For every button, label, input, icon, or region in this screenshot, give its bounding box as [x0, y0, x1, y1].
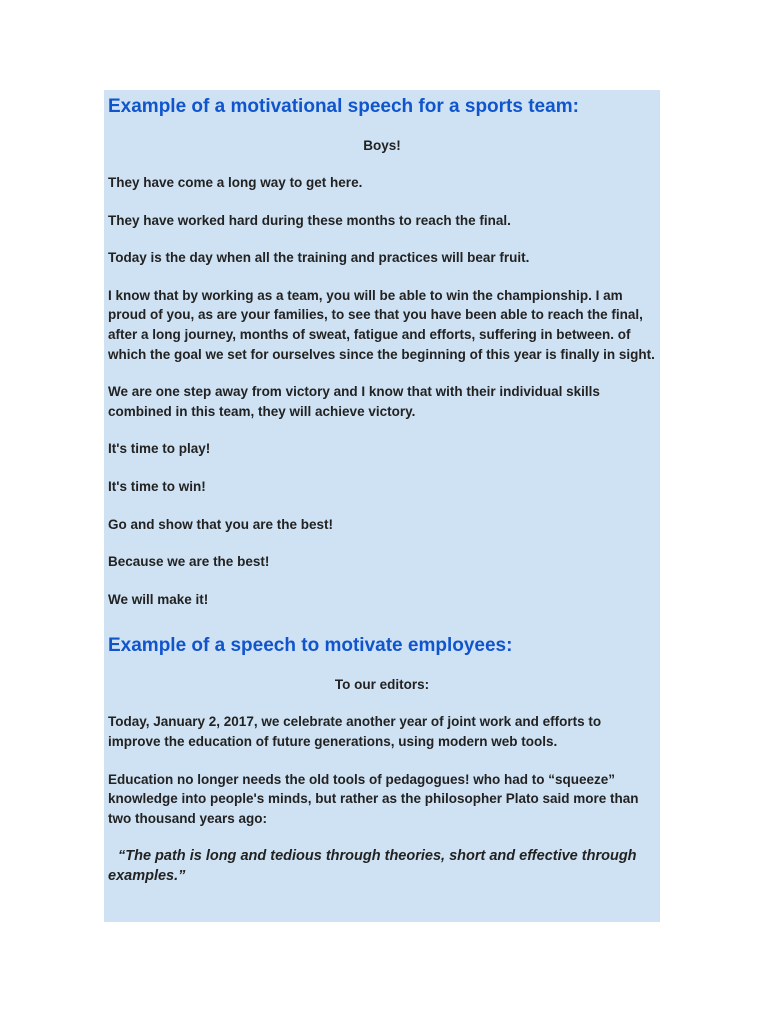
section1-paragraph-4: I know that by working as a team, you will be able to win the championship. I am proud of you, as are your families, to see that you have been able to reach the final, after a long journey, months of sweat, fatigue and efforts, suffering in between. of which the goal we set for ourselves since the beginning of this year is finally in sight.	[108, 287, 655, 362]
speech-panel	[104, 90, 660, 922]
section1-paragraph-6: It's time to play!	[108, 441, 211, 457]
section2-salutation: To our editors:	[334, 677, 430, 693]
section1-paragraph-10: We will make it!	[108, 591, 209, 607]
plato-quote: “The path is long and tedious through theories, short and effective through examples.”	[108, 848, 637, 885]
section2-paragraph-1: Today, January 2, 2017, we celebrate another year of joint work and efforts to improve the education of future generations, using modern web tools.	[108, 714, 602, 749]
section1-paragraph-5: We are one step away from victory and I know that with their individual skills combined in this team, they will achieve victory.	[108, 384, 600, 419]
section1-paragraph-7: It's time to win!	[108, 478, 206, 494]
section1-heading: Example of a motivational speech for a sports team:	[108, 96, 579, 117]
section2-paragraph-2: Education no longer needs the old tools of pedagogues! who had to “squeeze” knowledge into people's minds, but rather as the philosopher Plato said more than two thousand years ago:	[108, 771, 639, 826]
section1-paragraph-9: Because we are the best!	[108, 554, 270, 570]
section1-paragraph-8: Go and show that you are the best!	[108, 516, 334, 532]
section2-heading: Example of a speech to motivate employees:	[108, 635, 513, 657]
section1-paragraph-2: They have worked hard during these months to reach the final.	[108, 212, 511, 228]
section1-paragraph-1: They have come a long way to get here.	[108, 175, 363, 190]
section1-salutation: Boys!	[363, 138, 401, 153]
section1-paragraph-3: Today is the day when all the training and practices will bear fruit.	[108, 250, 530, 266]
